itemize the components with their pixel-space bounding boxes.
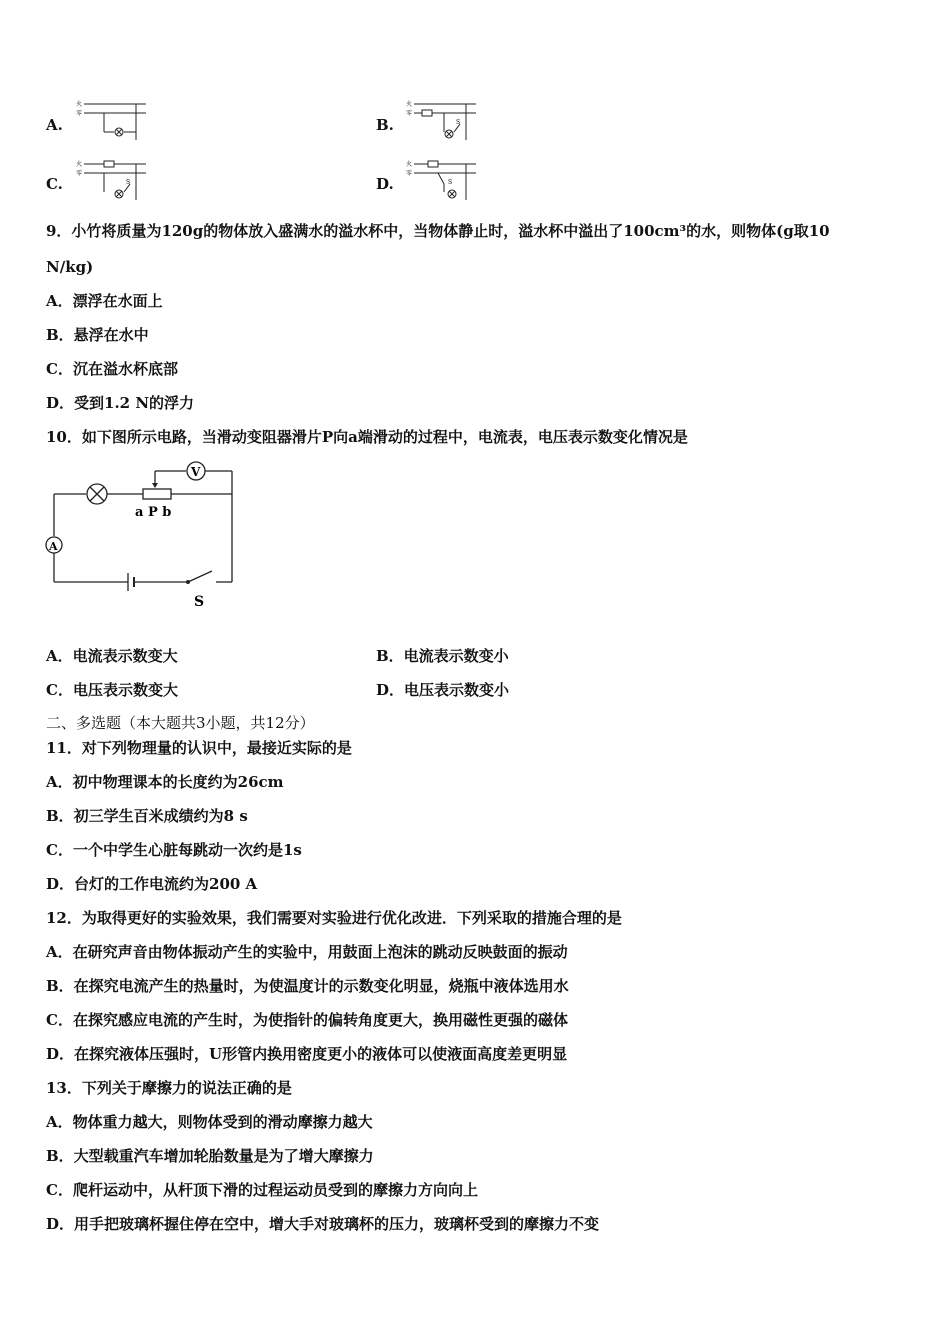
q11-option-d: D．台灯的工作电流约为200 A — [46, 875, 258, 893]
switch-label: S — [448, 179, 453, 186]
q10-circuit-diagram — [40, 458, 250, 618]
neutral-wire-label: 零 — [76, 170, 83, 177]
live-wire-label: 火 — [406, 161, 413, 168]
section-heading: 二、多选题（本大题共3小题，共12分） — [46, 714, 315, 732]
live-wire-label: 火 — [76, 161, 83, 168]
neutral-wire-label: 零 — [406, 110, 413, 117]
q10-stem: 10．如下图所示电路，当滑动变阻器滑片P向a端滑动的过程中，电流表，电压表示数变化情况是 — [46, 428, 688, 446]
q13-option-a: A．物体重力越大，则物体受到的滑动摩擦力越大 — [46, 1113, 373, 1131]
live-wire-label: 火 — [406, 101, 413, 108]
q11-option-a: A．初中物理课本的长度约为26cm — [46, 773, 284, 791]
neutral-wire-label: 零 — [76, 110, 83, 117]
q12-stem: 12．为取得更好的实验效果，我们需要对实验进行优化改进．下列采取的措施合理的是 — [46, 909, 622, 927]
q11-option-c: C．一个中学生心脏每跳动一次约是1s — [46, 841, 302, 859]
voltmeter-label: V — [191, 465, 201, 479]
q11-stem: 11．对下列物理量的认识中，最接近实际的是 — [46, 739, 352, 757]
q9-stem-line-1: 9．小竹将质量为120g的物体放入盛满水的溢水杯中，当物体静止时，溢水杯中溢出了100cm³的水，则物体(g取10 — [46, 222, 830, 240]
q12-option-d: D．在探究液体压强时，U形管内换用密度更小的液体可以使液面高度差更明显 — [46, 1045, 568, 1063]
q13-option-b: B．大型载重汽车增加轮胎数量是为了增大摩擦力 — [46, 1147, 374, 1165]
q8-circuit-a — [74, 98, 148, 144]
q12-option-b: B．在探究电流产生的热量时，为使温度计的示数变化明显，烧瓶中液体选用水 — [46, 977, 569, 995]
q11-option-b: B．初三学生百米成绩约为8 s — [46, 807, 248, 825]
switch-label: S — [194, 594, 205, 610]
switch-icon — [188, 571, 212, 582]
q13-stem: 13．下列关于摩擦力的说法正确的是 — [46, 1079, 292, 1097]
q12-option-c: C．在探究感应电流的产生时，为使指针的偏转角度更大，换用磁性更强的磁体 — [46, 1011, 568, 1029]
neutral-wire-label: 零 — [406, 170, 413, 177]
switch-label: S — [456, 119, 461, 126]
q10-option-a: A．电流表示数变大 — [46, 647, 178, 665]
q8-option-d-label: D. — [376, 175, 394, 193]
q8-option-b-label: B. — [376, 116, 394, 134]
q9-option-b: B．悬浮在水中 — [46, 326, 149, 344]
q9-option-c: C．沉在溢水杯底部 — [46, 360, 178, 378]
q10-option-d: D．电压表示数变小 — [376, 681, 510, 699]
q9-option-d: D．受到1.2 N的浮力 — [46, 394, 195, 412]
q8-circuit-c — [74, 158, 148, 204]
q13-option-c: C．爬杆运动中，从杆顶下滑的过程运动员受到的摩擦力方向向上 — [46, 1181, 478, 1199]
ammeter-label: A — [49, 540, 58, 553]
q9-stem-line-2: N/kg) — [46, 258, 94, 276]
q8-option-c-label: C. — [46, 175, 63, 193]
q9-option-a: A．漂浮在水面上 — [46, 292, 163, 310]
rheostat-icon — [143, 489, 171, 499]
q13-option-d: D．用手把玻璃杯握住停在空中，增大手对玻璃杯的压力，玻璃杯受到的摩擦力不变 — [46, 1215, 600, 1233]
q10-option-b: B．电流表示数变小 — [376, 647, 509, 665]
q12-option-a: A．在研究声音由物体振动产生的实验中，用鼓面上泡沫的跳动反映鼓面的振动 — [46, 943, 568, 961]
q10-option-c: C．电压表示数变大 — [46, 681, 178, 699]
q8-circuit-d — [404, 158, 478, 204]
rheostat-labels: a P b — [135, 505, 172, 520]
q8-circuit-b — [404, 98, 478, 144]
switch-label: S — [126, 179, 131, 186]
q8-option-a-label: A. — [46, 116, 63, 134]
live-wire-label: 火 — [76, 101, 83, 108]
